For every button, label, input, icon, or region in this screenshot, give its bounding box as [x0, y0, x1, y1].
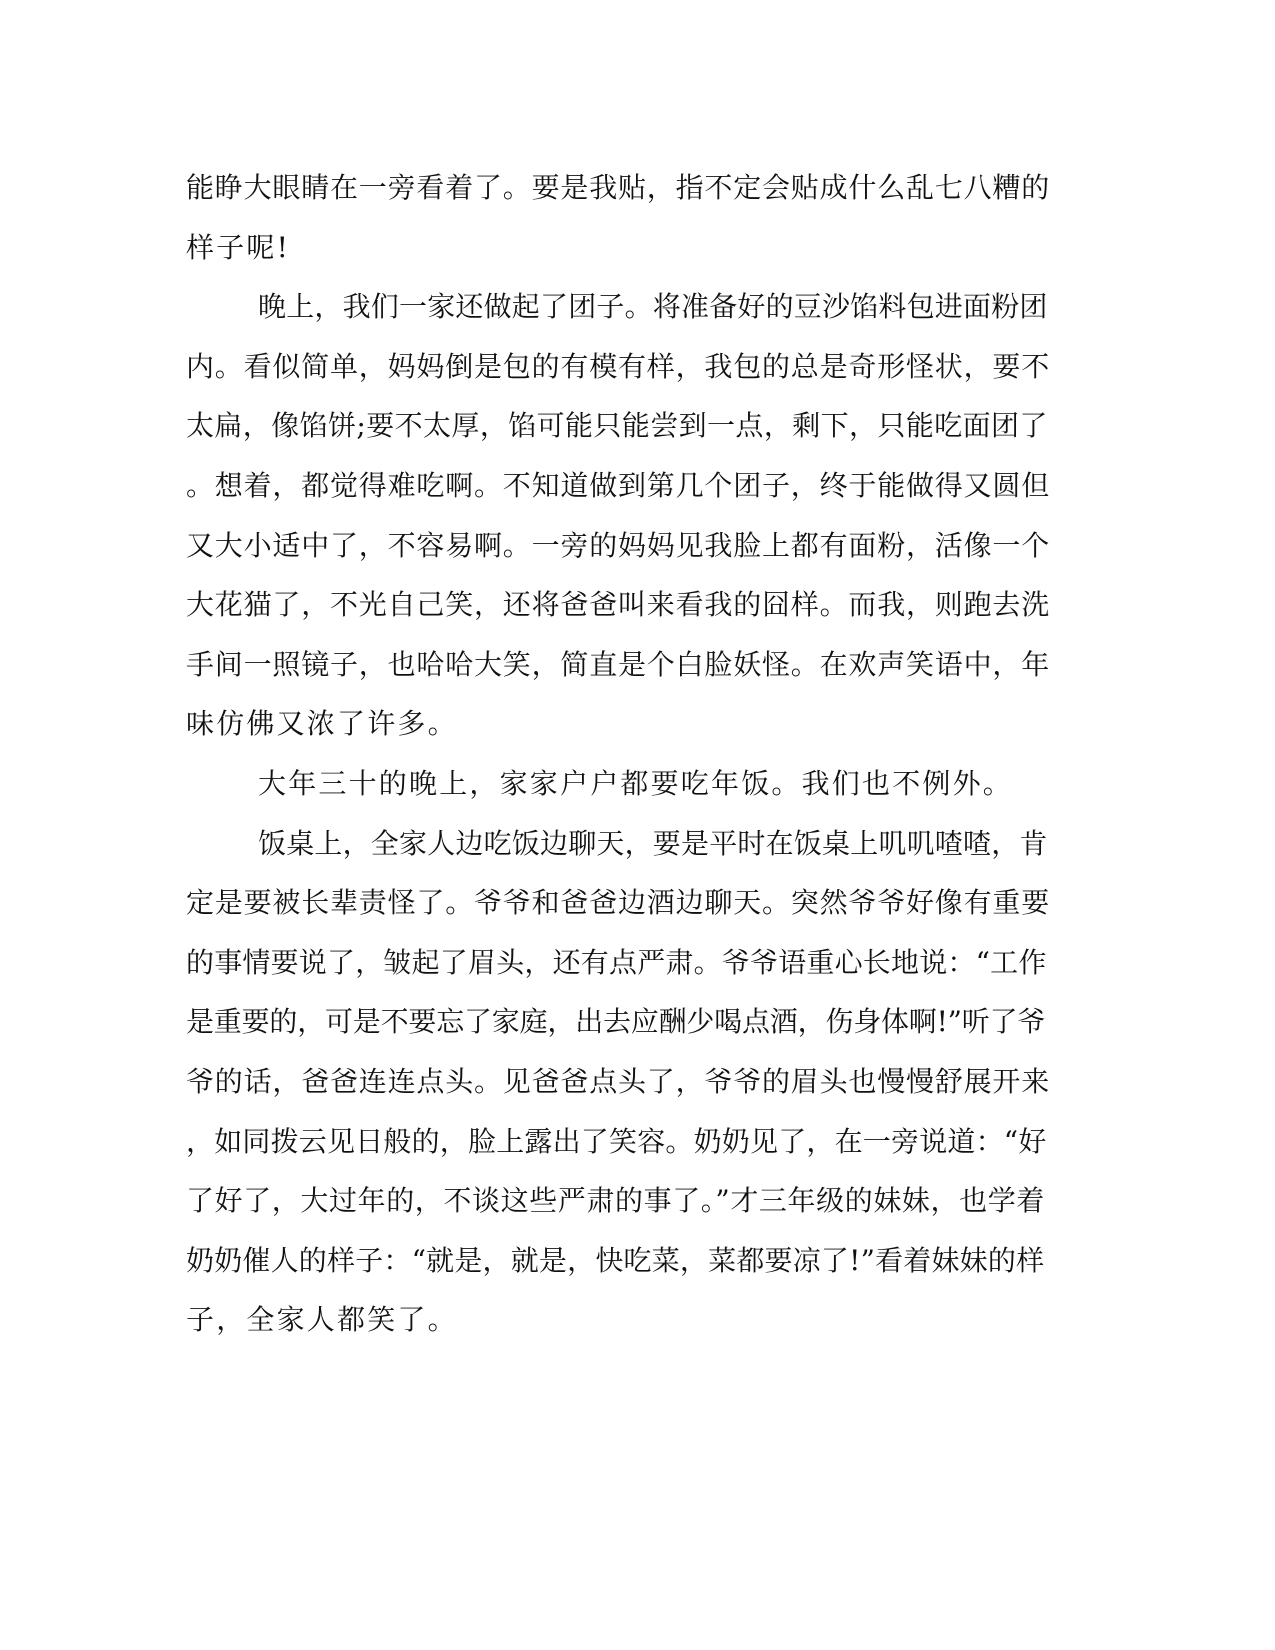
- text-line: 能睁大眼睛在一旁看着了。要是我贴，指不定会贴成什么乱七八糟的: [186, 171, 1051, 204]
- text-line: 。想着，都觉得难吃啊。不知道做到第几个团子，终于能做得又圆但: [186, 468, 1051, 502]
- text-line: 子，全家人都笑了。: [186, 1303, 458, 1337]
- text-line: ，如同拨云见日般的，脸上露出了笑容。奶奶见了，在一旁说道：“好: [186, 1124, 1047, 1158]
- text-line: 爷的话，爸爸连连点头。见爸爸点头了，爷爷的眉头也慢慢舒展开来: [186, 1064, 1051, 1098]
- text-line: 奶奶催人的样子：“就是，就是，快吃菜，菜都要凉了!”看着妹妹的样: [186, 1243, 1045, 1277]
- text-line: 味仿佛又浓了许多。: [186, 707, 458, 741]
- text-line: 内。看似简单，妈妈倒是包的有模有样，我包的总是奇形怪状，要不: [186, 349, 1051, 383]
- body-text: [186, 158, 1050, 1350]
- text-line: 大花猫了，不光自己笑，还将爸爸叫来看我的囧样。而我，则跑去洗: [186, 588, 1051, 622]
- text-line: 手间一照镜子，也哈哈大笑，简直是个白脸妖怪。在欢声笑语中，年: [186, 647, 1051, 681]
- text-line: 是重要的，可是不要忘了家庭，出去应酬少喝点酒，伤身体啊!”听了爷: [186, 1005, 1046, 1039]
- text-line: 样子呢!: [186, 230, 291, 264]
- paragraph-first-line: 大年三十的晚上，家家户户都要吃年饭。我们也不例外。: [258, 766, 1014, 800]
- text-line: 又大小适中了，不容易啊。一旁的妈妈见我脸上都有面粉，活像一个: [186, 528, 1051, 562]
- text-line: 了好了，大过年的，不谈这些严肃的事了。”才三年级的妹妹，也学着: [186, 1184, 1045, 1218]
- paragraph-first-line: 晚上，我们一家还做起了团子。将准备好的豆沙馅料包进面粉团: [258, 290, 1048, 324]
- text-line: 的事情要说了，皱起了眉头，还有点严肃。爷爷语重心长地说：“工作: [186, 945, 1047, 979]
- text-line: 太扁，像馅饼;要不太厚，馅可能只能尝到一点，剩下，只能吃面团了: [186, 409, 1048, 443]
- paragraph-first-line: 饭桌上，全家人边吃饭边聊天，要是平时在饭桌上叽叽喳喳，肯: [258, 826, 1048, 860]
- text-line: 定是要被长辈责怪了。爷爷和爸爸边酒边聊天。突然爷爷好像有重要: [186, 886, 1051, 920]
